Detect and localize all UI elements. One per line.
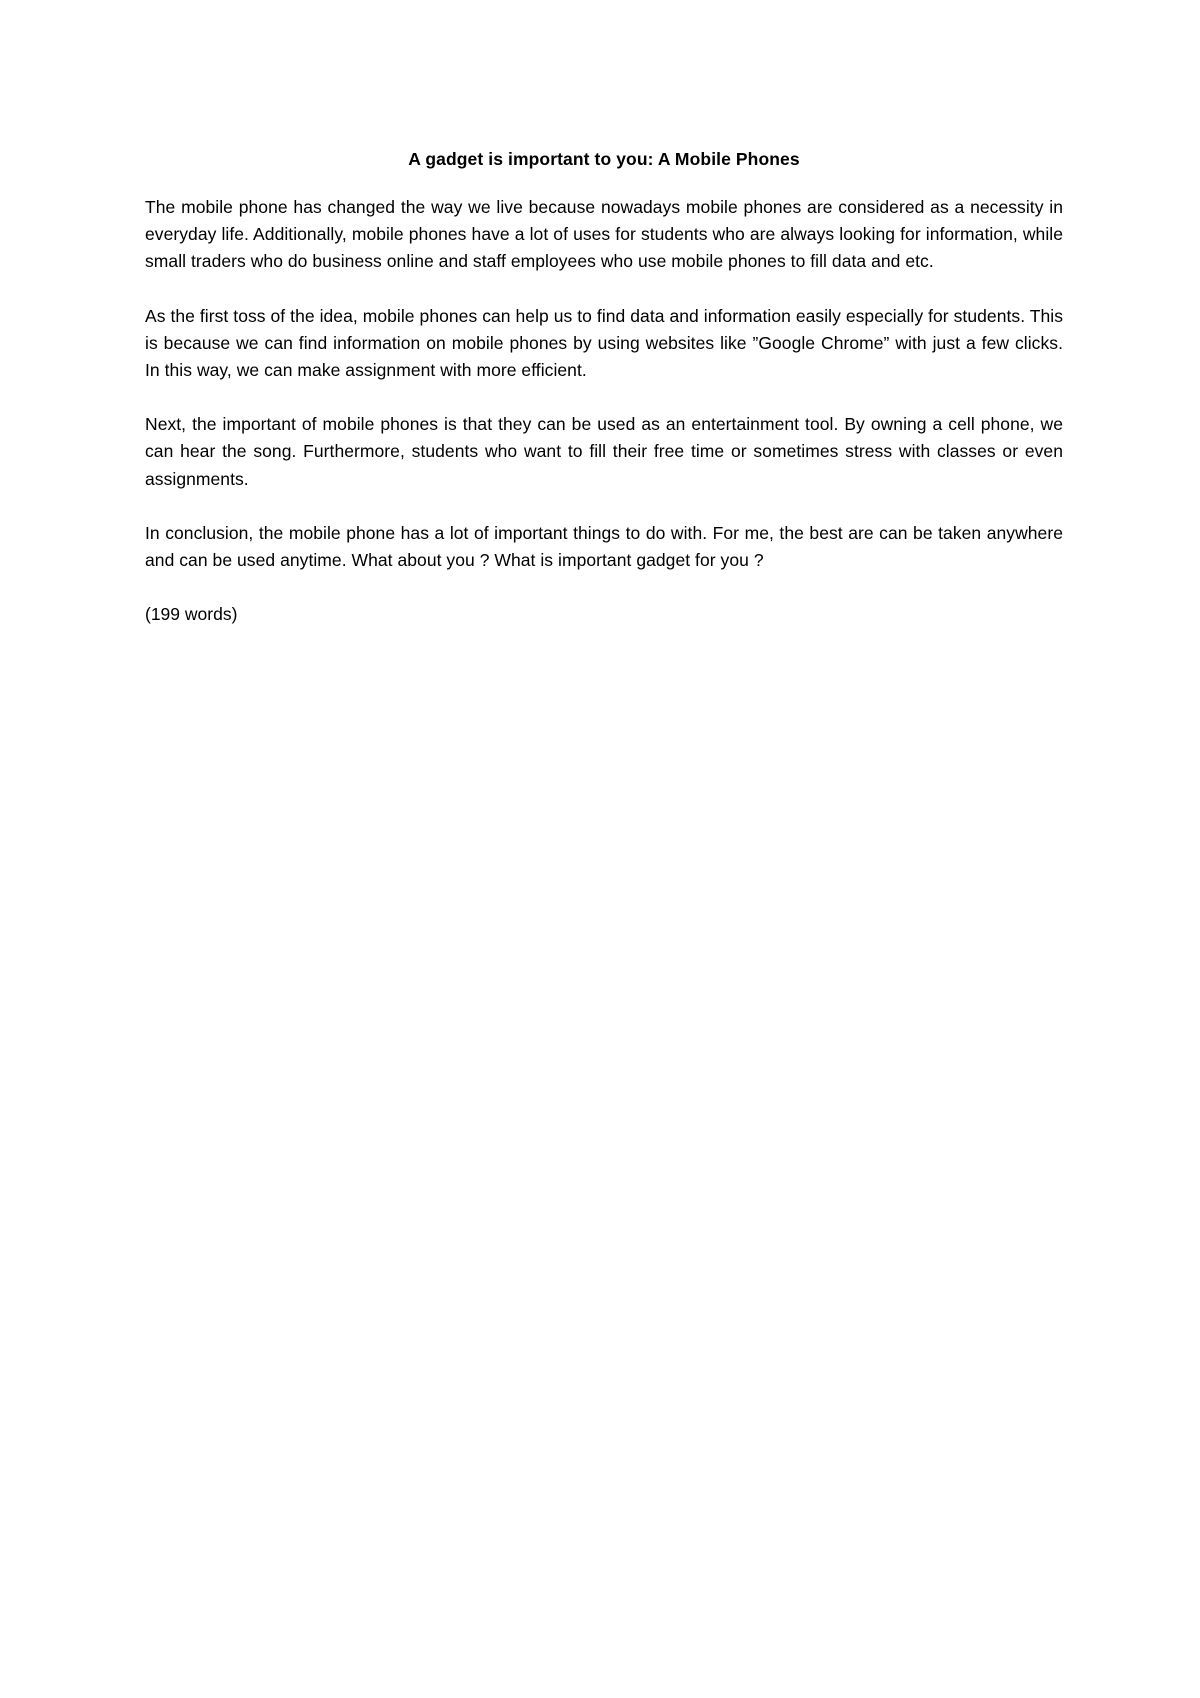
document-body [145,146,1063,628]
paragraph-entertainment: Next, the important of mobile phones is that they can be used as an entertainment tool. By owning a cell phone, we can hear the song. Furthermore, students who want to fill their free time or sometimes stress with classes or even assignments. [145,414,1063,489]
paragraph-conclusion: In conclusion, the mobile phone has a lot of important things to do with. For me, the best are can be taken anywhere and can be used anytime. What about you ? What is important gadget for you ? [145,522,1063,571]
word-count: (199 words) [145,604,238,625]
paragraph-information: As the first toss of the idea, mobile phones can help us to find data and information easily especially for students. This is because we can find information on mobile phones by using websites like ”Google Chrome” with just a few clicks. In this way, we can make assignment with more efficient. [145,305,1063,381]
paragraph-introduction: The mobile phone has changed the way we live because nowadays mobile phones are considered as a necessity in everyday life. Additionally, mobile phones have a lot of uses for students who are always looking for information, while small traders who do business online and staff employees who use mobile phones to fill data and etc. [145,197,1063,272]
document-title: A gadget is important to you: A Mobile Phones [408,149,800,169]
